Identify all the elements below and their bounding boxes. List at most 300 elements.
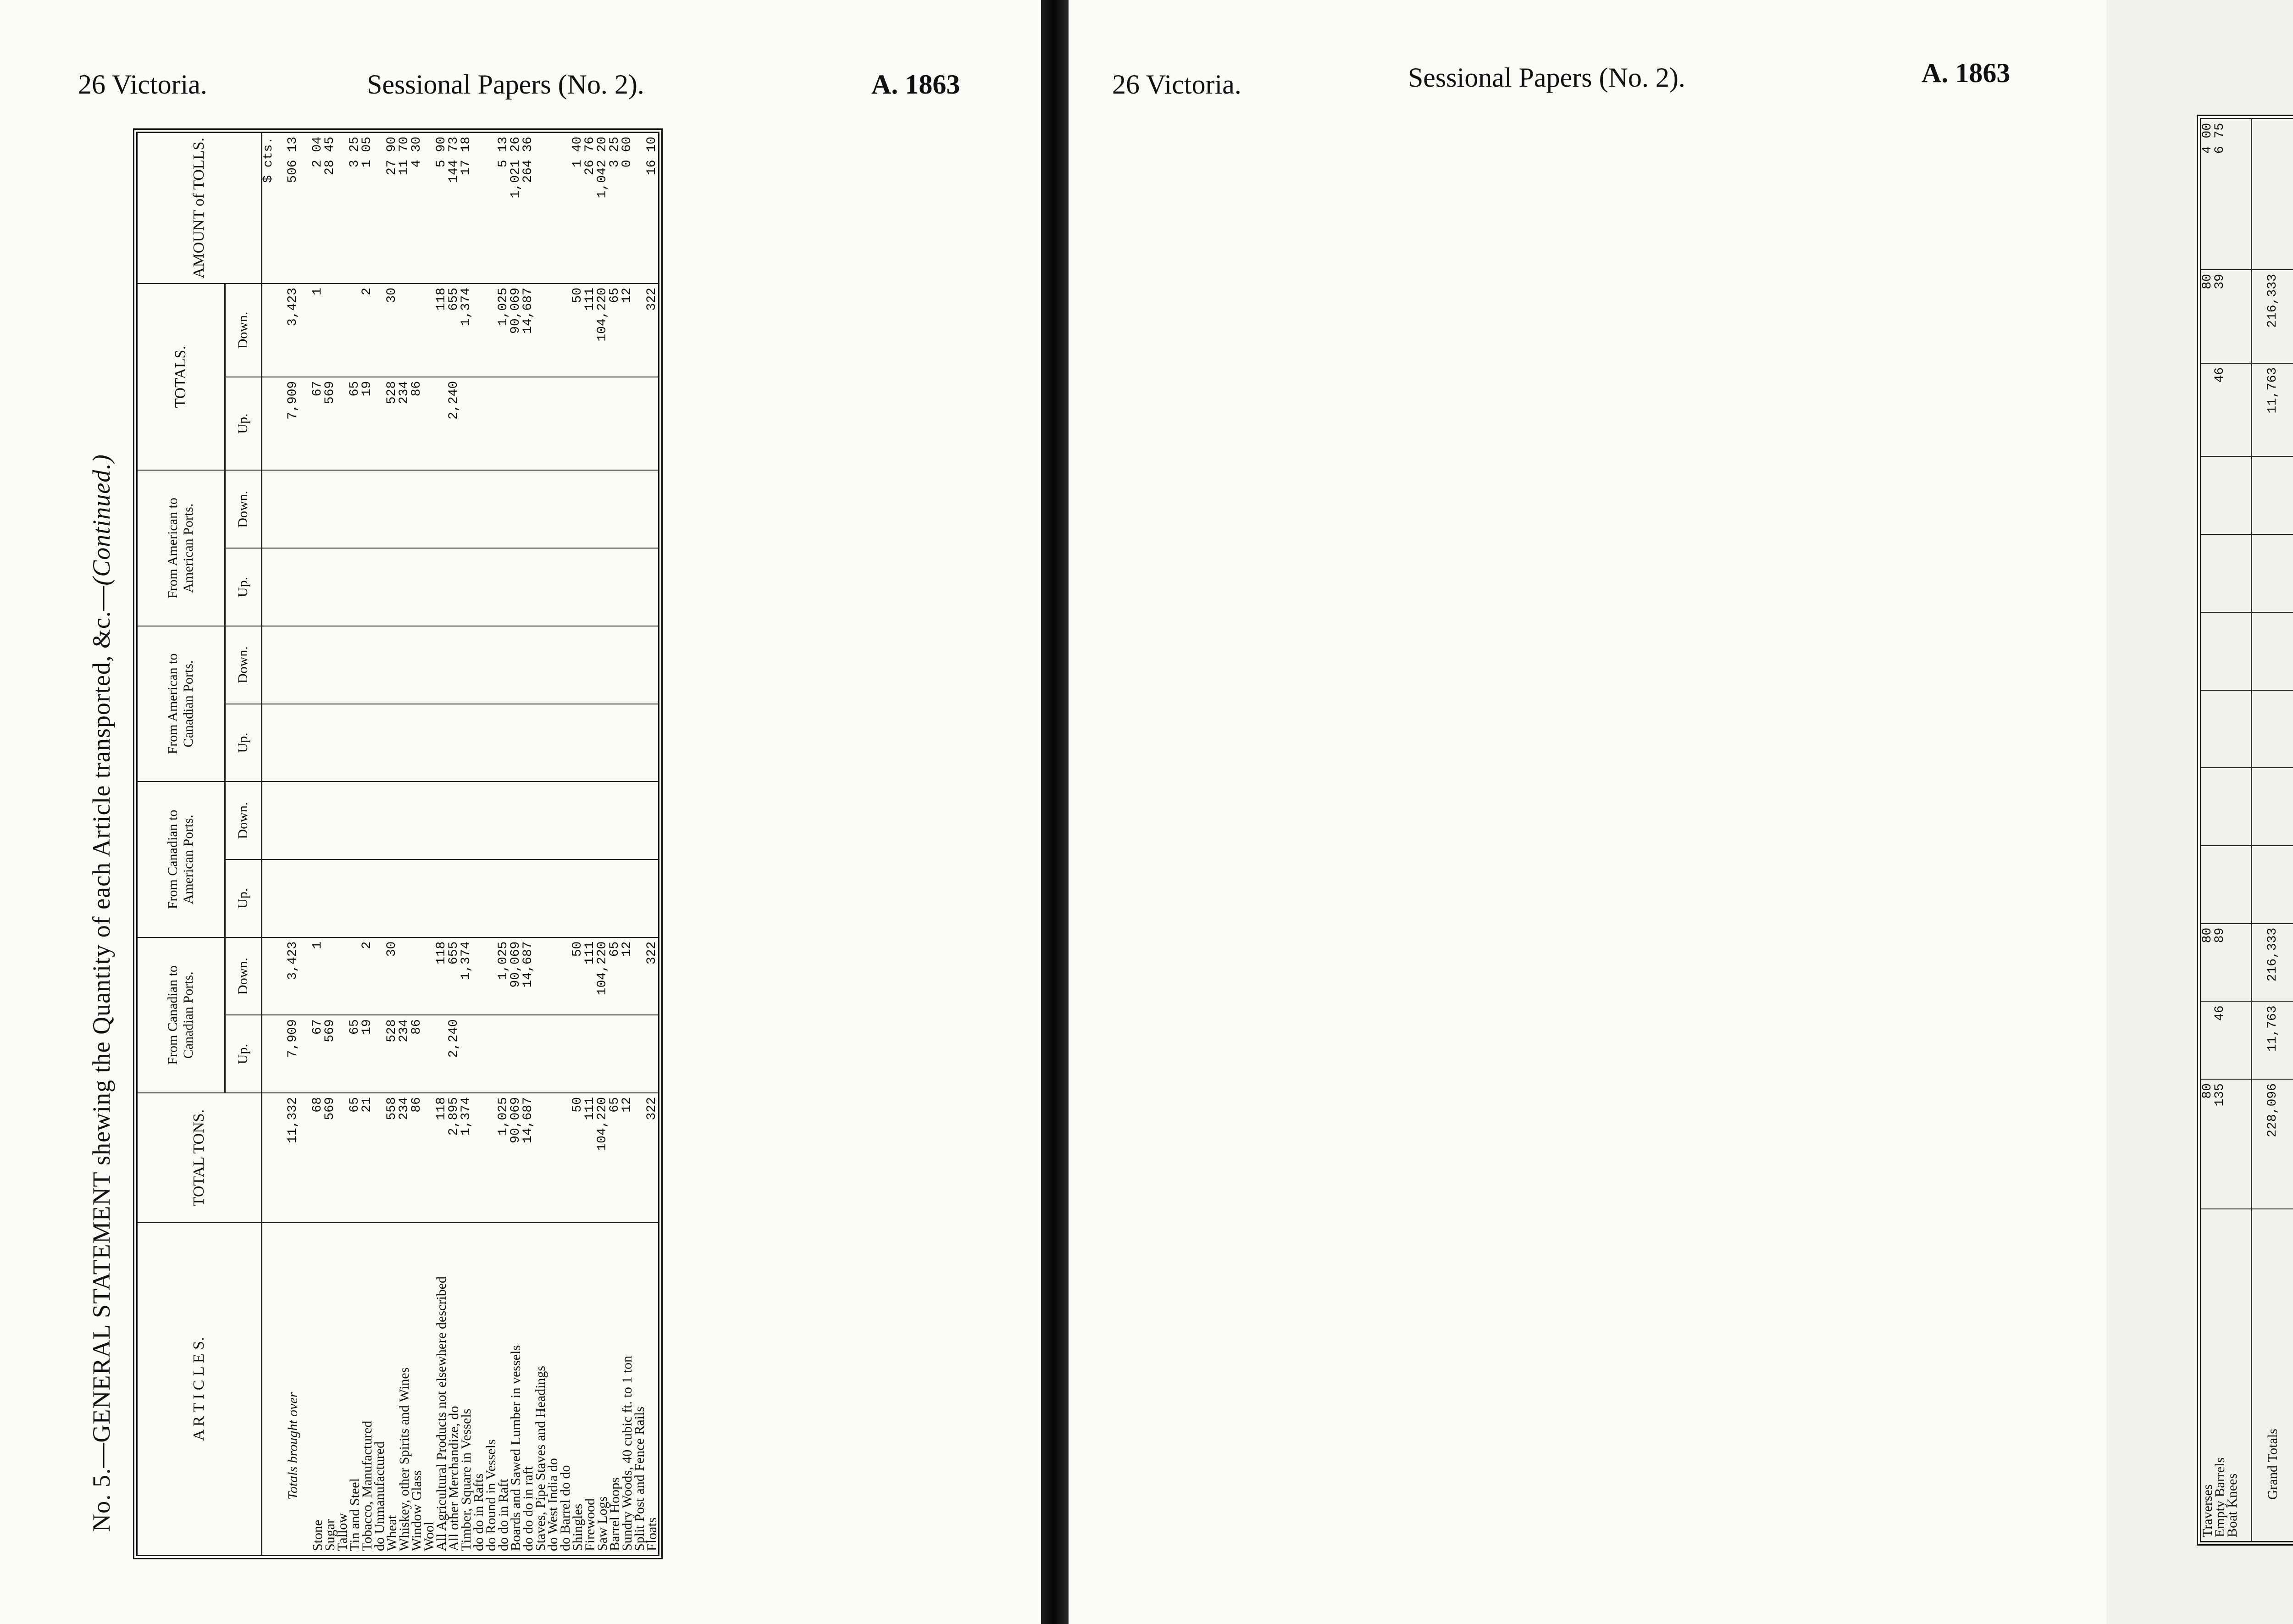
cell-article: Tin and Steel: [347, 1478, 362, 1551]
cell-toll: [472, 133, 485, 283]
cell-total: 2,895: [448, 1093, 460, 1223]
cell-empty: [324, 470, 336, 548]
cell-toll: 5 90: [435, 133, 448, 283]
cell-empty: [584, 782, 596, 859]
cell-empty: [497, 704, 510, 782]
cell-cc-down: 12: [621, 937, 633, 1015]
cell-total: 234: [398, 1093, 410, 1223]
running-head-right: A. 1863: [871, 69, 960, 100]
cell-empty: [646, 782, 658, 859]
cell-empty: [559, 470, 571, 548]
col-totals: TOTALS.: [138, 283, 225, 470]
cell-total: [547, 1093, 559, 1223]
col-canadian-american: From Canadian to American Ports.: [138, 782, 225, 937]
cell-article: Firewood: [582, 1498, 598, 1551]
cell-t-up: [559, 377, 571, 471]
cell-empty: [621, 859, 633, 937]
cell-empty: [609, 470, 621, 548]
cell-t-down: [324, 283, 336, 377]
cell-t-up: [621, 377, 633, 471]
cell-empty: [275, 626, 311, 704]
cell-empty: [349, 859, 361, 937]
cell-empty: [609, 626, 621, 704]
cell-empty: [485, 859, 497, 937]
cell-t-up: [571, 377, 584, 471]
cell-cc-down: [373, 937, 386, 1015]
cell-total: 65: [609, 1093, 621, 1223]
cell-empty: [423, 626, 435, 704]
table-row: [485, 133, 497, 1555]
cell-t-down: [547, 283, 559, 377]
cell-empty: [349, 470, 361, 548]
cell-toll: 4 30: [410, 133, 423, 283]
cell-empty: [373, 704, 386, 782]
cell-t-up: [510, 377, 522, 471]
cell-empty: [571, 470, 584, 548]
cell-toll: 1 40: [571, 133, 584, 283]
cell-empty: [621, 470, 633, 548]
cell-empty: [472, 782, 485, 859]
cell-toll: 1,042 20: [596, 133, 609, 283]
cell-empty: [336, 470, 349, 548]
cell-empty: [324, 782, 336, 859]
statement-table-frame: [133, 128, 663, 1559]
cell-t-up: 19: [361, 377, 373, 471]
col-aa-up: Up.: [225, 548, 261, 626]
cell-empty: [2214, 456, 2226, 534]
running-head-left: 26 Victoria.: [78, 69, 207, 100]
cell-t-down: 90,069: [510, 283, 522, 377]
cell-empty: [2214, 534, 2226, 612]
table-row: [311, 133, 324, 1555]
cell-empty: [510, 470, 522, 548]
cell-t-down: 1,374: [460, 283, 472, 377]
cell-total: [633, 1093, 646, 1223]
cell-t-down: [398, 283, 410, 377]
cell-article: Barrel Hoops: [607, 1477, 622, 1551]
table-row: [361, 133, 373, 1555]
cell-t-up: 7,909: [275, 377, 311, 471]
cell-cc-up: [2201, 1001, 2214, 1079]
cell-t-up: [522, 377, 534, 471]
cell-empty: [584, 548, 596, 626]
cell-empty: [410, 704, 423, 782]
cell-empty: [423, 548, 435, 626]
cell-cc-down: [633, 937, 646, 1015]
cell-article: Empty Barrels: [2212, 1457, 2227, 1537]
col-ac-up: Up.: [225, 704, 261, 782]
cell-article: Sugar: [322, 1519, 338, 1551]
cell-cc-up: 19: [361, 1015, 373, 1093]
cell-empty: [423, 859, 435, 937]
cell-empty: [633, 470, 646, 548]
cell-toll: [633, 133, 646, 283]
cell-toll: [2226, 119, 2238, 270]
cell-empty: [510, 704, 522, 782]
cell-empty: [584, 626, 596, 704]
cell-toll: 27 90: [386, 133, 398, 283]
cell-t-up: [609, 377, 621, 471]
cell-t-down: [472, 283, 485, 377]
cell-empty: [522, 626, 534, 704]
cell-t-up: [435, 377, 448, 471]
rotated-continuation: [2197, 115, 2293, 1546]
cell-empty: [2201, 846, 2214, 924]
cell-total: [485, 1093, 497, 1223]
cell-empty: [398, 782, 410, 859]
cell-empty: [609, 704, 621, 782]
cell-empty: [547, 626, 559, 704]
cell-empty: [621, 782, 633, 859]
cell-empty: [633, 859, 646, 937]
cell-cc-up: [497, 1015, 510, 1093]
cell-empty: [621, 626, 633, 704]
cell-empty: [2252, 846, 2293, 924]
cell-cc-down: 90,069: [510, 937, 522, 1015]
cell-empty: [2226, 456, 2238, 534]
cell-empty: [349, 626, 361, 704]
cell-empty: [448, 470, 460, 548]
cell-cc-down: 1,374: [460, 937, 472, 1015]
cell-t-down: 80: [2201, 270, 2214, 363]
cell-cc-down: [349, 937, 361, 1015]
grand-t-up: 11,763: [2252, 363, 2293, 457]
cell-t-up: 528: [386, 377, 398, 471]
cell-empty: [311, 548, 324, 626]
cell-empty: [275, 782, 311, 859]
cell-t-up: [460, 377, 472, 471]
cell-empty: [485, 548, 497, 626]
cell-empty: [275, 470, 311, 548]
cell-empty: [435, 548, 448, 626]
cell-empty: [361, 704, 373, 782]
cell-total: 50: [571, 1093, 584, 1223]
cell-empty: [311, 626, 324, 704]
cell-t-down: 322: [646, 283, 658, 377]
cell-t-down: [349, 283, 361, 377]
cell-cc-down: 2: [361, 937, 373, 1015]
cell-cc-up: 46: [2214, 1001, 2226, 1079]
cell-empty: [2214, 846, 2226, 924]
cell-empty: [275, 548, 311, 626]
rotated-statement: [88, 137, 1000, 1559]
cell-empty: [275, 704, 311, 782]
table-row: [571, 133, 584, 1555]
cell-empty: [646, 626, 658, 704]
cell-empty: [398, 626, 410, 704]
cell-empty: [410, 548, 423, 626]
cell-t-up: [423, 377, 435, 471]
cell-total: 12: [621, 1093, 633, 1223]
cell-t-down: 1: [311, 283, 324, 377]
cell-total: 14,687: [522, 1093, 534, 1223]
cell-empty: [398, 548, 410, 626]
cell-t-up: [584, 377, 596, 471]
cell-total: [336, 1093, 349, 1223]
cell-empty: [311, 859, 324, 937]
cell-toll: 28 45: [324, 133, 336, 283]
cell-empty: [472, 859, 485, 937]
cell-cc-up: [633, 1015, 646, 1093]
col-cc-down: Down.: [225, 937, 261, 1015]
cell-empty: [596, 704, 609, 782]
cell-total: 118: [435, 1093, 448, 1223]
cell-cc-up: [534, 1015, 547, 1093]
cell-empty: [497, 859, 510, 937]
cell-empty: [336, 859, 349, 937]
table-row: [410, 133, 423, 1555]
cell-cc-down: [485, 937, 497, 1015]
cell-total: [423, 1093, 435, 1223]
cell-empty: [571, 548, 584, 626]
cell-t-up: 569: [324, 377, 336, 471]
cell-empty: [460, 470, 472, 548]
cell-empty: [460, 704, 472, 782]
col-articles: A R T I C L E S.: [138, 1223, 261, 1555]
cell-cc-up: [435, 1015, 448, 1093]
table-row: [336, 133, 349, 1555]
cell-total: 80: [2201, 1079, 2214, 1209]
col-total-tons: TOTAL TONS.: [138, 1093, 261, 1223]
cell-toll: 1,021 26: [510, 133, 522, 283]
cell-cc-up: 2,240: [448, 1015, 460, 1093]
table-row: [596, 133, 609, 1555]
table-row: [2214, 119, 2226, 1541]
cell-total: 1,374: [460, 1093, 472, 1223]
cell-cc-down: [324, 937, 336, 1015]
cell-cc-up: 234: [398, 1015, 410, 1093]
cell-empty: [311, 782, 324, 859]
grand-cc-up: 11,763: [2252, 1001, 2293, 1079]
cell-article: Saw Logs: [594, 1496, 610, 1551]
cell-total: 558: [386, 1093, 398, 1223]
continuation-frame: [2197, 115, 2293, 1546]
cell-empty: [2226, 534, 2238, 612]
cell-cc-up: [2226, 1001, 2238, 1079]
cell-cc-up: [510, 1015, 522, 1093]
cell-empty: [510, 626, 522, 704]
cell-t-up: [2201, 363, 2214, 457]
cell-cc-down: [472, 937, 485, 1015]
table-row: [435, 133, 448, 1555]
cell-article: Floats: [644, 1517, 659, 1551]
cell-empty: [398, 859, 410, 937]
cell-empty: [547, 859, 559, 937]
cell-t-up: 65: [349, 377, 361, 471]
cell-cc-up: 528: [386, 1015, 398, 1093]
cell-total: 21: [361, 1093, 373, 1223]
table-row: [609, 133, 621, 1555]
cell-empty: [559, 704, 571, 782]
cell-empty: [472, 548, 485, 626]
col-ca-down: Down.: [225, 782, 261, 859]
cell-t-up: [485, 377, 497, 471]
cell-empty: [596, 626, 609, 704]
running-head-right-2: A. 1863: [1922, 58, 2011, 88]
cell-article: Tallow: [334, 1513, 350, 1551]
cell-total: 86: [410, 1093, 423, 1223]
grand-cc-down: 216,333: [2252, 924, 2293, 1002]
cell-empty: [472, 470, 485, 548]
grand-total: 228,096: [2252, 1079, 2293, 1209]
table-row: [472, 133, 485, 1555]
cell-empty: [373, 470, 386, 548]
cell-empty: [460, 626, 472, 704]
cell-empty: [596, 782, 609, 859]
cell-article: Totals brought over: [285, 1392, 300, 1500]
cell-empty: [361, 548, 373, 626]
cell-total: 135: [2214, 1079, 2226, 1209]
cell-toll: 1 05: [361, 133, 373, 283]
cell-empty: [448, 548, 460, 626]
cell-empty: [336, 782, 349, 859]
cell-t-up: [547, 377, 559, 471]
cell-toll: 16 10: [646, 133, 658, 283]
cell-article: do Barrel do do: [557, 1465, 573, 1551]
cell-empty: [633, 626, 646, 704]
cell-empty: [646, 470, 658, 548]
cell-cc-up: [584, 1015, 596, 1093]
cell-cc-up: [571, 1015, 584, 1093]
cell-empty: [547, 548, 559, 626]
cell-toll: 0 60: [621, 133, 633, 283]
table-row: [386, 133, 398, 1555]
cell-t-up: [373, 377, 386, 471]
table-row: [460, 133, 472, 1555]
binding-gutter: [1041, 0, 1069, 1624]
cell-toll: 26 76: [584, 133, 596, 283]
cell-empty: [2214, 768, 2226, 846]
cell-cc-down: [2226, 924, 2238, 1002]
cell-empty: [2252, 690, 2293, 768]
cell-empty: [2226, 768, 2238, 846]
cell-article: Shingles: [570, 1503, 585, 1551]
cell-cc-down: 118: [435, 937, 448, 1015]
cell-empty: [435, 782, 448, 859]
cell-cc-down: 80: [2201, 924, 2214, 1002]
cell-article: All Agricultural Products not elsewhere described: [433, 1276, 449, 1551]
cell-toll: 144 73: [448, 133, 460, 283]
cell-cc-down: 322: [646, 937, 658, 1015]
cell-empty: [596, 859, 609, 937]
cell-toll: [423, 133, 435, 283]
cell-cc-up: [621, 1015, 633, 1093]
cell-t-down: [633, 283, 646, 377]
cell-toll: [547, 133, 559, 283]
cell-toll: 3 25: [609, 133, 621, 283]
cell-empty: [609, 859, 621, 937]
table-row: [547, 133, 559, 1555]
cell-cc-down: 104,220: [596, 937, 609, 1015]
running-head-center: Sessional Papers (No. 2).: [367, 69, 644, 100]
cell-cc-down: 65: [609, 937, 621, 1015]
statement-title-text: No. 5.—GENERAL STATEMENT shewing the Quantity of each Article transported, &c.—: [88, 585, 115, 1532]
cell-empty: [349, 548, 361, 626]
cell-empty: [423, 782, 435, 859]
cell-empty: [386, 470, 398, 548]
cell-total: [373, 1093, 386, 1223]
cell-empty: [497, 470, 510, 548]
cell-empty: [324, 704, 336, 782]
cell-empty: [361, 470, 373, 548]
cell-cc-down: 1,025: [497, 937, 510, 1015]
cell-empty: [646, 859, 658, 937]
cell-empty: [559, 548, 571, 626]
statement-table: [138, 133, 658, 1555]
cell-empty: [485, 626, 497, 704]
cell-empty: [361, 859, 373, 937]
cell-empty: [435, 704, 448, 782]
cell-t-up: 46: [2214, 363, 2226, 457]
cell-total: 104,220: [596, 1093, 609, 1223]
cell-total: 111: [584, 1093, 596, 1223]
cell-empty: [534, 704, 547, 782]
cell-empty: [571, 782, 584, 859]
cell-empty: [324, 859, 336, 937]
cell-t-up: [336, 377, 349, 471]
cell-empty: [336, 548, 349, 626]
cell-empty: [386, 782, 398, 859]
cell-cc-up: 569: [324, 1015, 336, 1093]
cell-empty: [460, 548, 472, 626]
cell-t-up: 234: [398, 377, 410, 471]
cell-toll: 506 13: [275, 133, 311, 283]
cell-cc-down: 111: [584, 937, 596, 1015]
cell-empty: [2226, 846, 2238, 924]
cell-empty: [510, 548, 522, 626]
cell-empty: [311, 704, 324, 782]
cell-empty: [497, 548, 510, 626]
cell-empty: [596, 548, 609, 626]
col-canadian-canadian: From Canadian to Canadian Ports.: [138, 937, 225, 1093]
cell-empty: [373, 859, 386, 937]
cell-empty: [497, 782, 510, 859]
cell-article: Tobacco, Manufactured: [359, 1420, 375, 1551]
cell-cc-down: [410, 937, 423, 1015]
cell-empty: [571, 704, 584, 782]
cell-empty: [336, 626, 349, 704]
cell-empty: [275, 859, 311, 937]
table-row: [633, 133, 646, 1555]
cell-article: All other Merchandize, do: [446, 1406, 461, 1551]
col-american-canadian: From American to Canadian Ports.: [138, 626, 225, 782]
cell-empty: [2252, 534, 2293, 612]
cell-cc-up: [596, 1015, 609, 1093]
cell-total: 90,069: [510, 1093, 522, 1223]
cell-toll: 4 00: [2201, 119, 2214, 270]
cell-empty: [547, 704, 559, 782]
col-ac-down: Down.: [225, 626, 261, 704]
cell-empty: [448, 704, 460, 782]
cell-total: 65: [349, 1093, 361, 1223]
cell-empty: [472, 704, 485, 782]
cell-total: 1,025: [497, 1093, 510, 1223]
cell-empty: [2214, 690, 2226, 768]
cell-cc-down: 50: [571, 937, 584, 1015]
cell-empty: [646, 704, 658, 782]
cell-t-down: 65: [609, 283, 621, 377]
cell-empty: [584, 704, 596, 782]
cell-empty: [559, 782, 571, 859]
cell-t-down: [336, 283, 349, 377]
cell-empty: [435, 626, 448, 704]
cell-toll: [485, 133, 497, 283]
continuation-table: [2201, 119, 2293, 1541]
cell-empty: [423, 470, 435, 548]
cell-cc-up: [423, 1015, 435, 1093]
table-row: [275, 133, 311, 1555]
cell-empty: [609, 548, 621, 626]
